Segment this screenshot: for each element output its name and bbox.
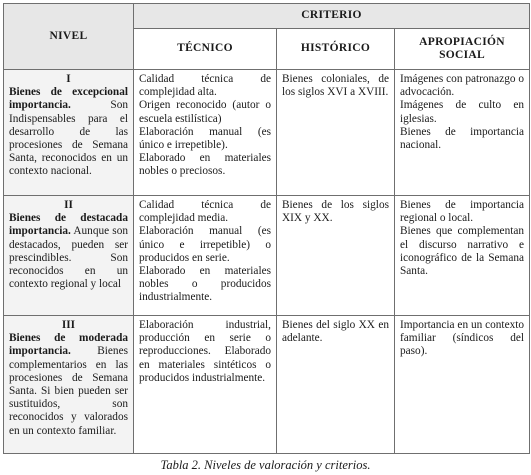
header-row — [4, 4, 530, 29]
criterion-line: Bienes del siglo XX en adelante. — [282, 319, 389, 345]
level-description: Bienes complementarios en las procesiones de Semana Santa. Si bien pueden ser sustituidos, son reconocidos y valorados en un contexto familiar. — [9, 345, 128, 437]
criterion-line: Imágenes con patronazgo o advocación. — [400, 73, 525, 99]
criterion-line: Bienes de importancia nacional. — [400, 125, 525, 152]
level-description: Son Indispensables para el desarrollo de las procesiones de Semana Santa, reconocidos en un contexto nacional. — [9, 99, 128, 178]
historico-cell — [277, 70, 395, 196]
criterion-line: Elaboración manual (es único e irrepetible). — [139, 125, 271, 152]
level-title: Bienes de destacada importancia. — [9, 212, 128, 238]
tecnico-cell — [134, 196, 277, 316]
apropiacion-header-line1: APROPIACIÓN — [419, 35, 505, 48]
tecnico-header: TÉCNICO — [134, 29, 277, 70]
table-row — [4, 196, 530, 316]
criterion-line: Elaborado en materiales nobles o producidos industrialmente. — [139, 265, 271, 304]
apropiacion-header-line2: SOCIAL — [439, 49, 485, 61]
apropiacion-cell — [395, 316, 530, 454]
criterion-line: Elaboración industrial, producción en serie o reproducciones. Elaborado en materiales sintéticos o producidos industrialmente. — [139, 319, 271, 384]
table-row — [4, 316, 530, 454]
table-caption: Tabla 2. Niveles de valoración y criterios. — [160, 458, 371, 472]
criterio-header: CRITERIO — [134, 4, 530, 29]
apropiacion-cell — [395, 196, 530, 316]
apropiacion-cell — [395, 70, 530, 196]
historico-cell — [277, 316, 395, 454]
criterion-line: Bienes de los siglos XIX y XX. — [282, 199, 389, 225]
level-number: I — [66, 73, 71, 85]
criterion-line: Elaboración manual (es único e irrepetible) o producidos en serie. — [139, 225, 271, 264]
level-number: III — [61, 319, 76, 331]
level-title: Bienes de moderada importancia. — [9, 332, 128, 358]
level-description: Aunque son destacados, pueden ser prescindibles. Son reconocidos en un contexto regional y local — [9, 225, 128, 291]
tecnico-cell — [134, 316, 277, 454]
criterion-line: Bienes de importancia regional o local. — [400, 199, 525, 225]
nivel-header: NIVEL — [4, 4, 134, 70]
criterion-line: Imágenes de culto en iglesias. — [400, 99, 525, 125]
apropiacion-header — [395, 29, 530, 70]
level-number: II — [64, 199, 73, 211]
criterion-line: Importancia en un contexto familiar (síndicos del paso). — [400, 319, 525, 358]
valuation-table — [3, 3, 530, 454]
criterion-line: Bienes coloniales, de los siglos XVI a XVIII. — [282, 73, 389, 99]
criterion-line: Elaborado en materiales nobles o preciosos. — [139, 152, 271, 178]
nivel-cell — [4, 316, 134, 454]
criterion-line: Bienes que complementan el discurso narrativo e iconográfico de la Semana Santa. — [400, 225, 525, 278]
nivel-cell — [4, 196, 134, 316]
table-row — [4, 70, 530, 196]
historico-cell — [277, 196, 395, 316]
criterion-line: Origen reconocido (autor o escuela estilística) — [139, 99, 271, 125]
nivel-cell — [4, 70, 134, 196]
tecnico-cell — [134, 70, 277, 196]
level-title: Bienes de excepcional importancia. — [9, 86, 128, 112]
criterion-line: Calidad técnica de complejidad alta. — [139, 73, 271, 99]
historico-header: HISTÓRICO — [277, 29, 395, 70]
criterion-line: Calidad técnica de complejidad media. — [139, 199, 271, 225]
